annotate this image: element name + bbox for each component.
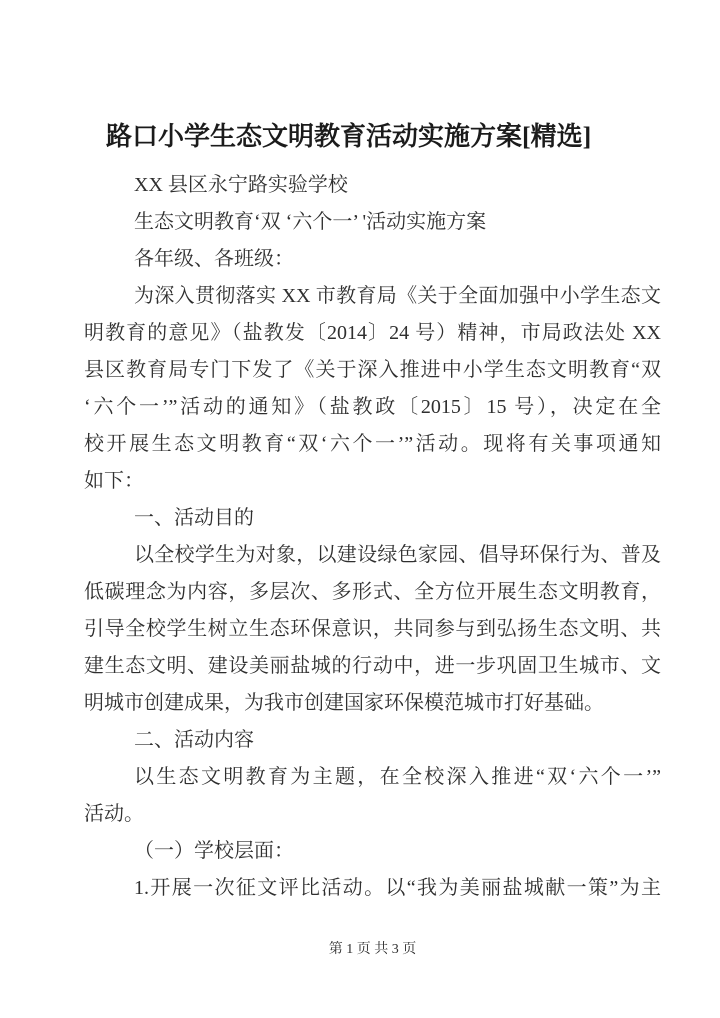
page-number: 第 1 页 共 3 页 [328,942,417,957]
text-line: （一）学校层面： [134,840,294,862]
text-line: 县区教育局专门下发了《关于深入推进中小学生态文明教育“双 [84,359,661,381]
text-line: 明城市创建成果，为我市创建国家环保模范城市打好基础。 [84,692,604,714]
text-line: 校开展生态文明教育“双‘六个一’”活动。现将有关事项通知 [84,433,661,455]
text-line: 为深入贯彻落实 XX 市教育局《关于全面加强中小学生态文 [134,285,661,307]
text-line: 二、活动内容 [134,729,254,751]
text-line: 如下： [84,470,144,492]
text-line: 建生态文明、建设美丽盐城的行动中，进一步巩固卫生城市、文 [84,655,661,677]
text-line: 引导全校学生树立生态环保意识，共同参与到弘扬生态文明、共 [84,618,661,640]
page-footer [84,938,661,958]
text-line: 以生态文明教育为主题，在全校深入推进“双‘六个一’” [134,766,661,788]
text-line: 低碳理念为内容，多层次、多形式、全方位开展生态文明教育， [84,581,661,603]
text-line: 明教育的意见》（盐教发〔2014〕24 号）精神，市局政法处 XX [84,322,661,344]
text-line: 各年级、各班级： [134,248,294,270]
document-body [84,167,661,907]
text-line: 一、活动目的 [134,507,254,529]
text-line: XX 县区永宁路实验学校 [134,174,348,196]
text-line: ‘六个一’”活动的通知》（盐教政〔2015〕15 号），决定在全 [84,396,661,418]
document-title: 路口小学生态文明教育活动实施方案[精选] [106,122,592,151]
text-line: 以全校学生为对象，以建设绿色家园、倡导环保行为、普及 [134,544,661,566]
text-line: 生态文明教育‘双 ‘六个一’ '活动实施方案 [134,211,487,233]
text-line: 1.开展一次征文评比活动。以“我为美丽盐城献一策”为主 [134,877,661,899]
text-line: 活动。 [84,803,144,825]
